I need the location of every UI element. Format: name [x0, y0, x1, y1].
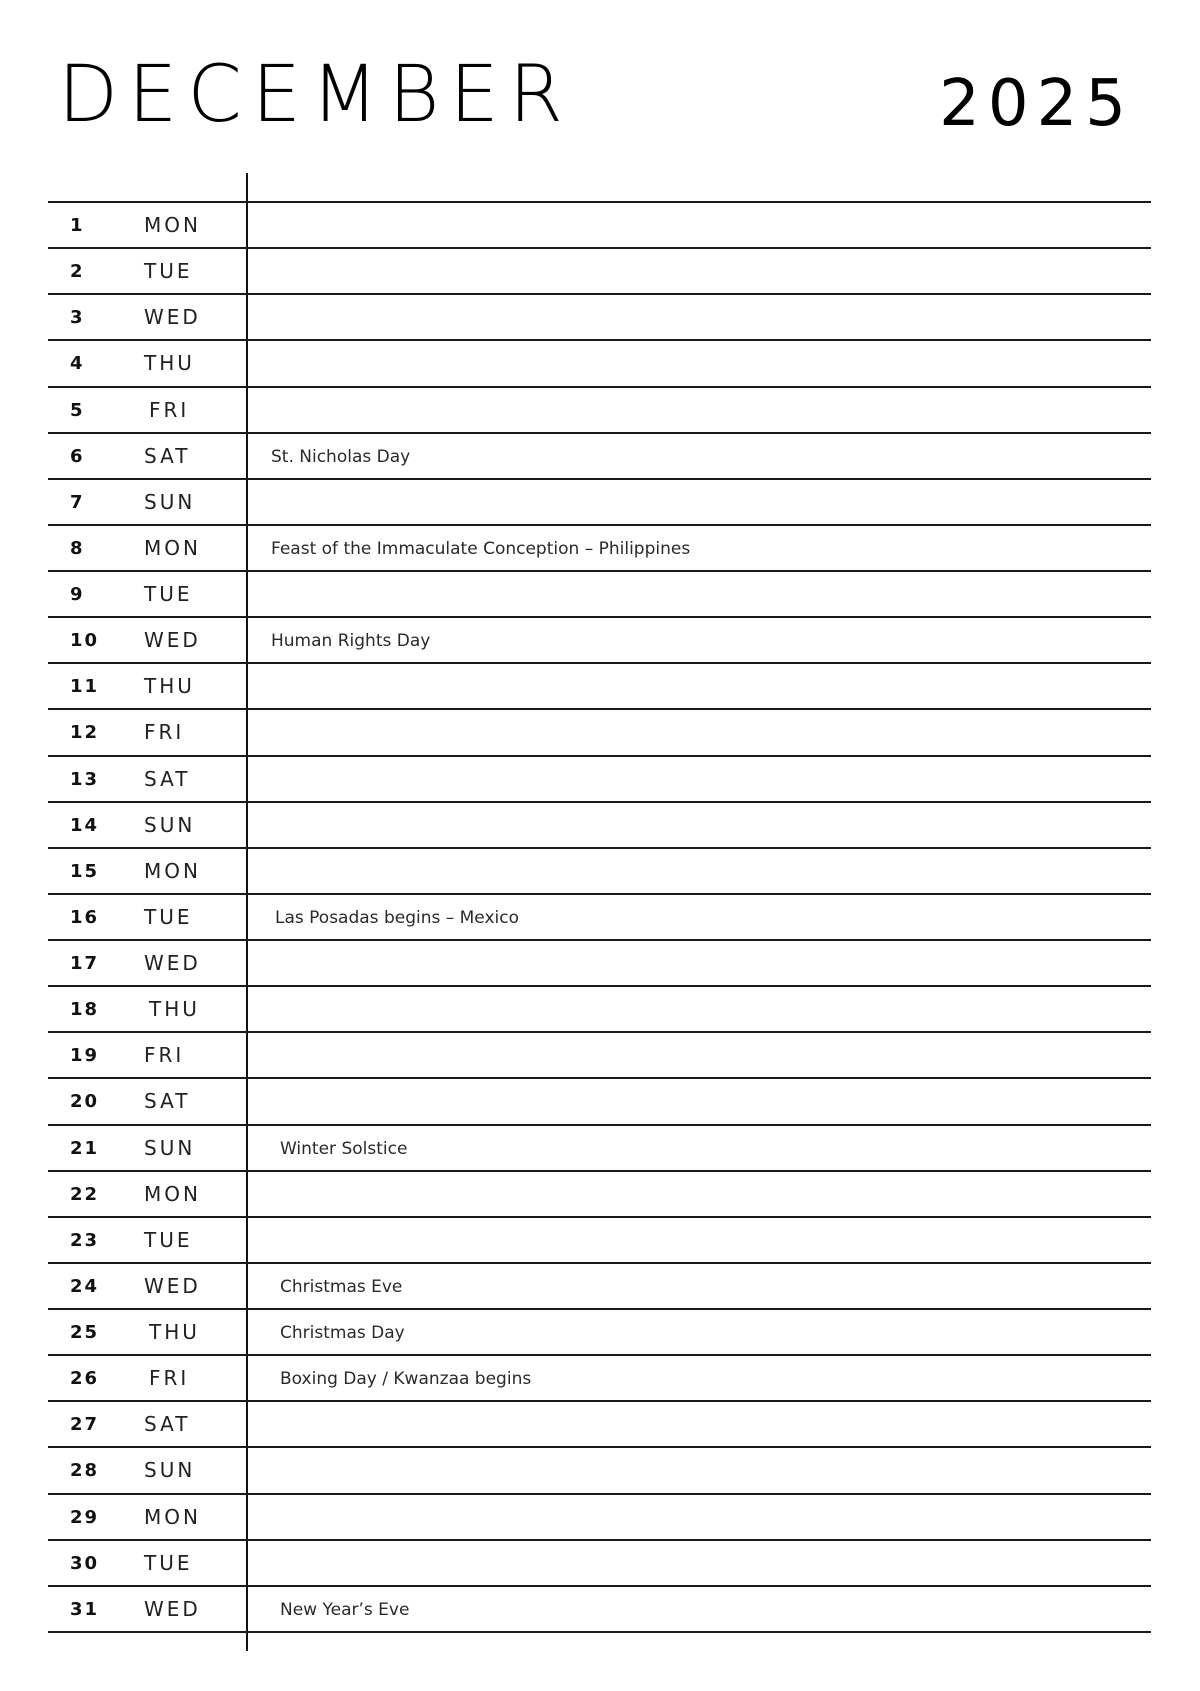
- day-row[interactable]: [48, 1354, 1151, 1400]
- day-number: 3: [70, 307, 85, 329]
- day-row[interactable]: [48, 386, 1151, 432]
- weekday-label: THU: [149, 1320, 200, 1344]
- day-number: 28: [70, 1460, 100, 1482]
- weekday-label: WED: [144, 1273, 201, 1298]
- day-row[interactable]: [48, 1031, 1151, 1077]
- weekday-label: SAT: [144, 1412, 191, 1437]
- day-number: 11: [70, 676, 100, 698]
- day-number: 18: [70, 999, 100, 1021]
- event-text: Human Rights Day: [271, 631, 431, 652]
- day-row[interactable]: [48, 893, 1151, 939]
- day-number: 8: [70, 537, 85, 559]
- weekday-label: WED: [144, 305, 201, 330]
- day-row[interactable]: [48, 708, 1151, 754]
- day-number: 2: [70, 261, 85, 283]
- day-row[interactable]: [48, 293, 1151, 339]
- day-number: 14: [70, 814, 100, 836]
- weekday-label: SUN: [144, 1135, 196, 1160]
- day-row[interactable]: [48, 1124, 1151, 1170]
- weekday-label: FRI: [149, 397, 190, 422]
- weekday-label: MON: [144, 858, 201, 883]
- day-number: 27: [70, 1414, 100, 1436]
- event-text: Feast of the Immaculate Conception – Philippines: [271, 538, 691, 559]
- weekday-label: MON: [144, 1504, 201, 1529]
- day-number: 30: [70, 1552, 100, 1574]
- day-row[interactable]: [48, 755, 1151, 801]
- day-number: 13: [70, 768, 100, 790]
- weekday-label: SUN: [144, 489, 196, 514]
- day-row[interactable]: [48, 1077, 1151, 1123]
- day-number: 22: [70, 1183, 100, 1205]
- day-row[interactable]: [48, 662, 1151, 708]
- weekday-label: MON: [144, 535, 201, 560]
- day-row[interactable]: [48, 1539, 1151, 1585]
- day-number: 21: [70, 1137, 100, 1159]
- day-planner-table: [48, 201, 1151, 1633]
- day-row[interactable]: [48, 1308, 1151, 1354]
- weekday-label: THU: [149, 997, 200, 1022]
- day-number: 4: [70, 353, 85, 375]
- day-number: 6: [70, 445, 85, 467]
- day-number: 15: [70, 860, 100, 882]
- weekday-label: TUE: [144, 904, 193, 929]
- weekday-label: SAT: [144, 766, 191, 791]
- day-number: 10: [70, 630, 100, 652]
- day-number: 12: [70, 722, 100, 744]
- day-row[interactable]: [48, 201, 1151, 247]
- event-text: Winter Solstice: [280, 1138, 408, 1159]
- day-row[interactable]: [48, 801, 1151, 847]
- event-text: St. Nicholas Day: [271, 446, 411, 467]
- day-number: 20: [70, 1091, 100, 1113]
- day-row[interactable]: [48, 1585, 1151, 1633]
- weekday-label: SUN: [144, 1458, 196, 1483]
- day-number: 26: [70, 1368, 100, 1390]
- day-number: 25: [70, 1322, 100, 1343]
- weekday-label: FRI: [144, 1043, 185, 1068]
- weekday-label: FRI: [144, 720, 185, 745]
- weekday-label: SAT: [144, 443, 191, 468]
- event-text: Las Posadas begins – Mexico: [275, 907, 520, 928]
- weekday-label: TUE: [144, 1227, 193, 1252]
- weekday-label: MON: [144, 213, 201, 237]
- month-title: DECEMBER: [58, 50, 573, 140]
- day-number: 24: [70, 1275, 100, 1297]
- day-row[interactable]: [48, 1400, 1151, 1446]
- day-row[interactable]: [48, 570, 1151, 616]
- day-row[interactable]: [48, 478, 1151, 524]
- weekday-label: TUE: [144, 1550, 193, 1575]
- weekday-label: FRI: [149, 1366, 190, 1391]
- weekday-label: THU: [144, 351, 195, 376]
- day-number: 31: [70, 1598, 100, 1620]
- day-row[interactable]: [48, 339, 1151, 385]
- day-row[interactable]: [48, 847, 1151, 893]
- day-number: 9: [70, 584, 85, 605]
- day-row[interactable]: [48, 1262, 1151, 1308]
- day-number: 5: [70, 399, 85, 421]
- weekday-label: WED: [144, 951, 201, 975]
- day-row[interactable]: [48, 939, 1151, 985]
- weekday-label: WED: [144, 1596, 201, 1621]
- day-row[interactable]: [48, 524, 1151, 570]
- event-text: Boxing Day / Kwanzaa begins: [280, 1369, 532, 1390]
- weekday-label: TUE: [144, 259, 193, 284]
- day-row[interactable]: [48, 1493, 1151, 1539]
- event-text: Christmas Day: [280, 1323, 405, 1343]
- year-title: 2025: [939, 67, 1134, 141]
- day-row[interactable]: [48, 1446, 1151, 1492]
- weekday-label: WED: [144, 628, 201, 653]
- weekday-label: THU: [144, 674, 195, 699]
- day-row[interactable]: [48, 1216, 1151, 1262]
- day-row[interactable]: [48, 985, 1151, 1031]
- day-number: 23: [70, 1229, 100, 1251]
- weekday-label: SAT: [144, 1089, 191, 1114]
- day-number: 1: [70, 215, 85, 236]
- day-number: 29: [70, 1506, 100, 1528]
- day-row[interactable]: [48, 247, 1151, 293]
- day-row[interactable]: [48, 432, 1151, 478]
- weekday-label: TUE: [144, 582, 193, 606]
- day-number: 17: [70, 953, 100, 974]
- day-row[interactable]: [48, 616, 1151, 662]
- event-text: New Year’s Eve: [280, 1599, 410, 1620]
- day-number: 16: [70, 906, 100, 928]
- event-text: Christmas Eve: [280, 1276, 403, 1297]
- day-number: 7: [70, 491, 85, 513]
- day-number: 19: [70, 1045, 100, 1067]
- weekday-label: MON: [144, 1181, 201, 1206]
- day-row[interactable]: [48, 1170, 1151, 1216]
- weekday-label: SUN: [144, 812, 196, 837]
